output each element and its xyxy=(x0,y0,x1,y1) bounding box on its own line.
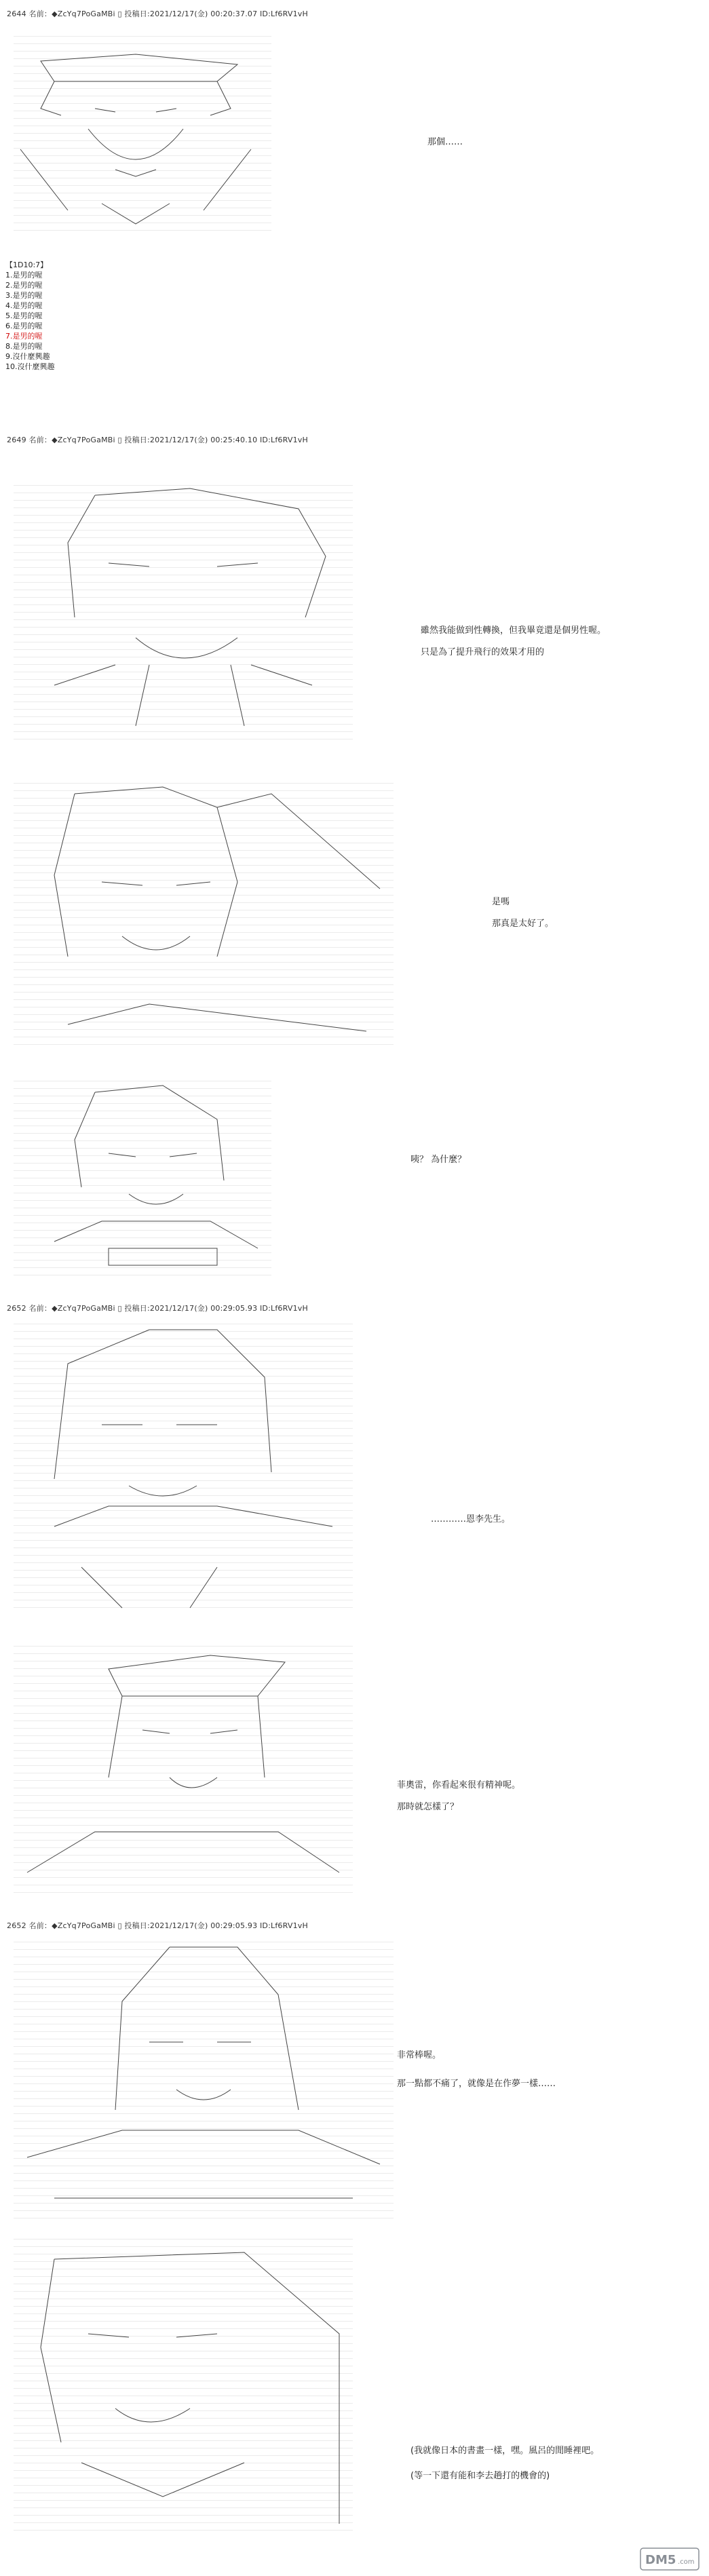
dialogue-text: (等一下還有能和李去趟打的機會的) xyxy=(410,2471,550,2481)
dice-option: 10.沒什麼興趣 xyxy=(5,362,55,371)
character-sketch-icon xyxy=(14,1940,394,2225)
dice-roll-list xyxy=(5,260,55,372)
dialogue-text: 那一點都不痛了，就像是在作夢一樣…… xyxy=(397,2079,556,2089)
dm5-logo xyxy=(640,2548,700,2571)
dialogue-text: …………恩李先生。 xyxy=(431,1514,511,1524)
dm5-logo-icon xyxy=(640,2548,700,2571)
dice-option: 1.是男的喔 xyxy=(5,271,43,280)
dice-option-selected: 7.是男的喔 xyxy=(5,332,43,341)
dice-option: 4.是男的喔 xyxy=(5,301,43,310)
dialogue-text: 咦？ 為什麼？ xyxy=(410,1155,467,1165)
dialogue-text: 只是為了提升飛行的效果才用的 xyxy=(421,647,545,657)
dialogue-text: 那真是太好了。 xyxy=(492,919,554,929)
dialogue-text: 是嗎 xyxy=(492,897,510,907)
dialogue-text: 菲奧雷，你看起來很有精神呢。 xyxy=(397,1780,521,1790)
ascii-art-figure xyxy=(14,482,353,746)
ascii-art-figure xyxy=(14,1940,394,2225)
post-header: 2652 名前：◆ZcYq7PoGaMBi ▯ 投稿日:2021/12/17(金) 00:29:05.93 ID:Lf6RV1vH xyxy=(7,1304,308,1313)
dice-option: 5.是男的喔 xyxy=(5,311,43,320)
dialogue-text: 那個…… xyxy=(427,137,463,147)
character-sketch-icon xyxy=(14,780,394,1052)
post-header: 2652 名前：◆ZcYq7PoGaMBi ▯ 投稿日:2021/12/17(金) 00:29:05.93 ID:Lf6RV1vH xyxy=(7,1921,308,1930)
dice-option: 6.是男的喔 xyxy=(5,322,43,330)
post-header: 2649 名前：◆ZcYq7PoGaMBi ▯ 投稿日:2021/12/17(金) 00:25:40.10 ID:Lf6RV1vH xyxy=(7,436,308,444)
ascii-art-figure xyxy=(14,1079,271,1282)
logo-text: DM5 xyxy=(645,2553,676,2567)
dice-title: 【1D10:7】 xyxy=(5,261,48,269)
ascii-art-figure xyxy=(14,1323,353,1615)
dialogue-text: 那時就怎樣了？ xyxy=(397,1802,459,1812)
character-sketch-icon xyxy=(14,482,353,746)
character-sketch-icon xyxy=(14,1323,353,1615)
ascii-art-figure xyxy=(14,2239,353,2537)
dice-option: 8.是男的喔 xyxy=(5,342,43,351)
character-sketch-icon xyxy=(14,2239,353,2537)
ascii-art-figure xyxy=(14,1642,353,1900)
logo-sub: .com xyxy=(678,2558,695,2566)
character-sketch-icon xyxy=(14,1642,353,1900)
ascii-art-figure xyxy=(14,780,394,1052)
dice-option: 2.是男的喔 xyxy=(5,281,43,290)
ascii-art-figure xyxy=(14,34,271,237)
character-sketch-icon xyxy=(14,34,271,237)
dice-option: 9.沒什麼興趣 xyxy=(5,352,50,361)
post-header: 2644 名前：◆ZcYq7PoGaMBi ▯ 投稿日:2021/12/17(金) 00:20:37.07 ID:Lf6RV1vH xyxy=(7,9,308,18)
dialogue-text: 非常棒喔。 xyxy=(397,2050,442,2060)
dialogue-text: 雖然我能做到性轉換，但我畢竟還是個男性喔。 xyxy=(421,626,607,636)
character-sketch-icon xyxy=(14,1079,271,1282)
dialogue-text: (我就像日本的書畫一樣，嘿。風呂的閒睡裡吧。 xyxy=(410,2446,600,2456)
dice-option: 3.是男的喔 xyxy=(5,291,43,300)
